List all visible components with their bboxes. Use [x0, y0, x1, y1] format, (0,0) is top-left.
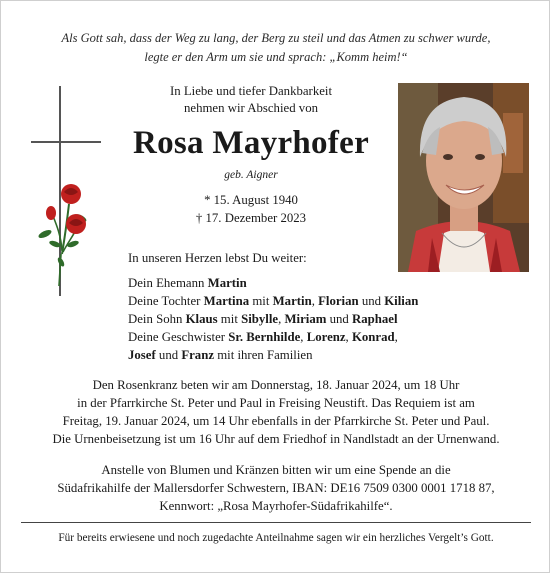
service-line-2: in der Pfarrkirche St. Peter und Paul in Freising Neustift. Das Requiem ist am: [77, 396, 475, 410]
service-line-4: Die Urnenbeisetzung ist um 16 Uhr auf dem Friedhof in Nandlstadt an der Urnenwand.: [52, 432, 500, 446]
divider: [21, 522, 531, 523]
quote-line-1: Als Gott sah, dass der Weg zu lang, der Berg zu steil und das Atmen zu schwer wurde,: [61, 31, 491, 45]
service-line-3: Freitag, 19. Januar 2024, um 14 Uhr ebenfalls in der Pfarrkirche St. Peter und Paul.: [62, 414, 490, 428]
donation-line-1: Anstelle von Blumen und Kränzen bitten wir um eine Spende an die: [101, 463, 451, 477]
donation-line-3: Kennwort: „Rosa Mayrhofer-Südafrikahilfe“.: [159, 499, 393, 513]
death-date: † 17. Dezember 2023: [195, 211, 307, 225]
survivors-list: [128, 249, 518, 364]
maiden-name: geb. Aigner: [224, 169, 278, 181]
survivor-line-daughter: Deine Tochter Martina mit Martin, Florian und Kilian: [128, 294, 419, 308]
intro-line-1: In Liebe und tiefer Dankbarkeit: [169, 84, 333, 98]
donation-request: [21, 461, 531, 515]
survivor-line-son: Dein Sohn Klaus mit Sibylle, Miriam und Raphael: [128, 312, 398, 326]
birth-date: * 15. August 1940: [204, 193, 298, 207]
survivors-heading: In unseren Herzen lebst Du weiter:: [128, 251, 307, 265]
intro-text: [121, 83, 381, 117]
closing-thanks: Für bereits erwiesene und noch zugedachte Anteilnahme sagen wir ein herzliches Vergelt’s Gott.: [58, 532, 494, 544]
cross-with-roses-icon: [31, 86, 101, 296]
service-details: [21, 376, 531, 448]
quote-line-2: legte er den Arm um sie und sprach: „Komm heim!“: [144, 50, 408, 64]
service-line-1: Den Rosenkranz beten wir am Donnerstag, 18. Januar 2024, um 18 Uhr: [92, 378, 460, 392]
deceased-name: Rosa Mayrhofer: [132, 125, 370, 161]
life-dates: [121, 191, 381, 227]
survivor-line-spouse: Dein Ehemann Martin: [128, 276, 247, 290]
donation-line-2: Südafrikahilfe der Mallersdorfer Schwestern, IBAN: DE16 7509 0300 0001 1718 87,: [57, 481, 495, 495]
portrait-photo: [398, 83, 529, 272]
survivor-line-siblings-2: Josef und Franz mit ihren Familien: [128, 348, 313, 362]
intro-line-2: nehmen wir Abschied von: [184, 101, 318, 115]
survivor-line-siblings: Deine Geschwister Sr. Bernhilde, Lorenz, Konrad,: [128, 330, 398, 344]
opening-quote: [21, 29, 531, 67]
